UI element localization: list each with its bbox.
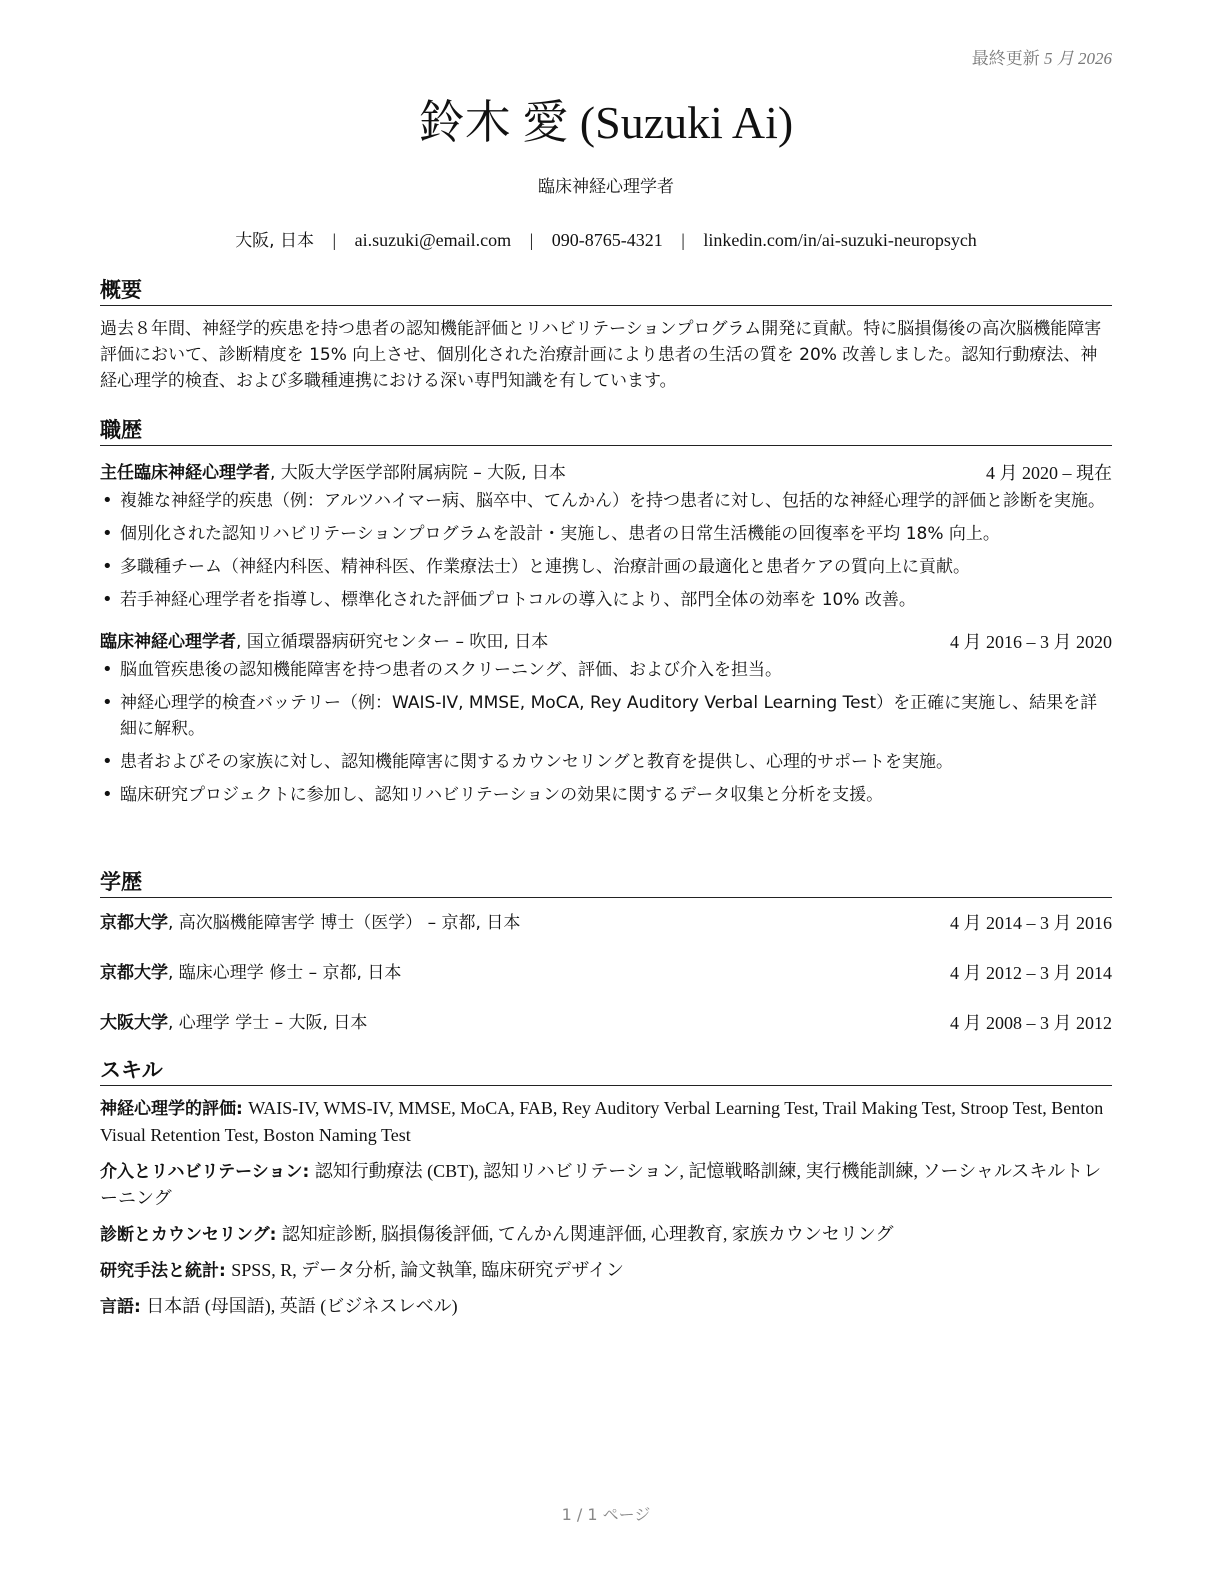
education-heading: 学歴	[100, 868, 1112, 898]
job-role: 主任臨床神経心理学者	[100, 463, 270, 483]
contact-location: 大阪, 日本	[235, 231, 314, 251]
contact-separator: |	[681, 230, 685, 250]
experience-section	[100, 416, 1112, 815]
job-bullets	[100, 488, 1112, 613]
resume-page	[100, 0, 1112, 1584]
job-role: 臨床神経心理学者	[100, 632, 236, 652]
job-header	[100, 460, 1112, 486]
education-school: 京都大学	[100, 963, 168, 983]
contact-separator: |	[529, 230, 534, 250]
skill-label: 研究手法と統計:	[100, 1261, 226, 1281]
candidate-name: 鈴木 愛 (Suzuki Ai)	[418, 97, 794, 148]
page-number: 1 / 1 ページ	[561, 1505, 651, 1524]
skill-value: SPSS, R, データ分析, 論文執筆, 臨床研究デザイン	[231, 1260, 625, 1280]
job-org: , 大阪大学医学部附属病院 – 大阪, 日本	[270, 463, 566, 483]
skill-item	[100, 1158, 1112, 1212]
skill-item	[100, 1221, 1112, 1248]
education-date: 4 月 2014 – 3 月 2016	[950, 913, 1112, 933]
education-entry	[100, 910, 1112, 948]
summary-text: 過去８年間、神経学的疾患を持つ患者の認知機能評価とリハビリテーションプログラム開発に貢献。特に脳損傷後の高次脳機能障害評価において、診断精度を 15% 向上させ、個別化された治療計画により患者の生活の質を 20% 改善しました。認知行動療法、神経心理学的検査、および多職種連携における深い専門知識を有しています。	[100, 319, 1102, 391]
summary-heading: 概要	[100, 276, 1112, 306]
job-header	[100, 629, 1112, 655]
contact-phone: 090-8765-4321	[551, 230, 663, 250]
last-updated-date: 5 月 2026	[1044, 49, 1112, 68]
contact-separator: |	[332, 230, 337, 250]
education-date: 4 月 2012 – 3 月 2014	[950, 963, 1112, 983]
job-date: 4 月 2020 – 現在	[986, 463, 1112, 483]
job-bullets	[100, 657, 1112, 808]
education-date: 4 月 2008 – 3 月 2012	[950, 1013, 1112, 1033]
job-bullet: • 神経心理学的検査バッテリー（例：WAIS-IV, MMSE, MoCA, Rey Auditory Verbal Learning Test）を正確に実施し、結果を詳細に解釈。	[100, 690, 1112, 742]
experience-heading: 職歴	[100, 416, 1112, 446]
job-bullet: • 個別化された認知リハビリテーションプログラムを設計・実施し、患者の日常生活機能の回復率を平均 18% 向上。	[100, 521, 1112, 547]
job-org: , 国立循環器病研究センター – 吹田, 日本	[236, 632, 549, 652]
skill-value: WAIS-IV, WMS-IV, MMSE, MoCA, FAB, Rey Auditory Verbal Learning Test, Trail Making Test, Stroop Test, Benton Visual Retention Test, Boston Naming Test	[100, 1098, 1104, 1145]
education-school: 大阪大学	[100, 1013, 168, 1033]
summary-section	[100, 276, 1112, 394]
job-bullet: • 患者およびその家族に対し、認知機能障害に関するカウンセリングと教育を提供し、心理的サポートを実施。	[100, 749, 1112, 775]
skill-item	[100, 1293, 1112, 1320]
job-bullet: • 複雑な神経学的疾患（例：アルツハイマー病、脳卒中、てんかん）を持つ患者に対し、包括的な神経心理学的評価と診断を実施。	[100, 488, 1112, 514]
job-bullet: • 脳血管疾患後の認知機能障害を持つ患者のスクリーニング、評価、および介入を担当。	[100, 657, 1112, 683]
job-entry	[100, 629, 1112, 808]
contact-email[interactable]: ai.suzuki@email.com	[354, 230, 512, 250]
education-detail: , 心理学 学士 – 大阪, 日本	[168, 1013, 368, 1033]
skill-label: 神経心理学的評価:	[100, 1099, 243, 1119]
education-school: 京都大学	[100, 913, 168, 933]
skill-item	[100, 1095, 1112, 1149]
skills-section	[100, 1056, 1112, 1320]
candidate-title: 臨床神経心理学者	[538, 177, 674, 197]
job-bullet: • 臨床研究プロジェクトに参加し、認知リハビリテーションの効果に関するデータ収集と分析を支援。	[100, 782, 1112, 808]
skill-label: 介入とリハビリテーション:	[100, 1162, 310, 1182]
education-entry	[100, 960, 1112, 998]
education-section	[100, 868, 1112, 1048]
skill-label: 診断とカウンセリング:	[100, 1225, 277, 1245]
last-updated-label: 最終更新	[971, 49, 1040, 68]
skill-value: 認知行動療法 (CBT), 認知リハビリテーション, 記憶戦略訓練, 実行機能訓練, ソーシャルスキルトレーニング	[100, 1161, 1102, 1208]
job-bullet: • 多職種チーム（神経内科医、精神科医、作業療法士）と連携し、治療計画の最適化と患者ケアの質向上に貢献。	[100, 554, 1112, 580]
skill-value: 日本語 (母国語), 英語 (ビジネスレベル)	[146, 1296, 458, 1316]
job-entry	[100, 460, 1112, 613]
skill-value: 認知症診断, 脳損傷後評価, てんかん関連評価, 心理教育, 家族カウンセリング	[281, 1224, 894, 1244]
job-bullet: • 若手神経心理学者を指導し、標準化された評価プロトコルの導入により、部門全体の効率を 10% 改善。	[100, 587, 1112, 613]
skills-heading: スキル	[100, 1056, 1112, 1086]
contact-line	[100, 226, 1112, 251]
last-updated	[972, 44, 1112, 69]
education-entry	[100, 1010, 1112, 1048]
education-detail: , 高次脳機能障害学 博士（医学） – 京都, 日本	[168, 913, 521, 933]
skill-label: 言語:	[100, 1297, 141, 1317]
job-date: 4 月 2016 – 3 月 2020	[950, 632, 1112, 652]
skill-item	[100, 1257, 1112, 1284]
contact-linkedin[interactable]: linkedin.com/in/ai-suzuki-neuropsych	[703, 230, 977, 250]
education-detail: , 臨床心理学 修士 – 京都, 日本	[168, 963, 402, 983]
